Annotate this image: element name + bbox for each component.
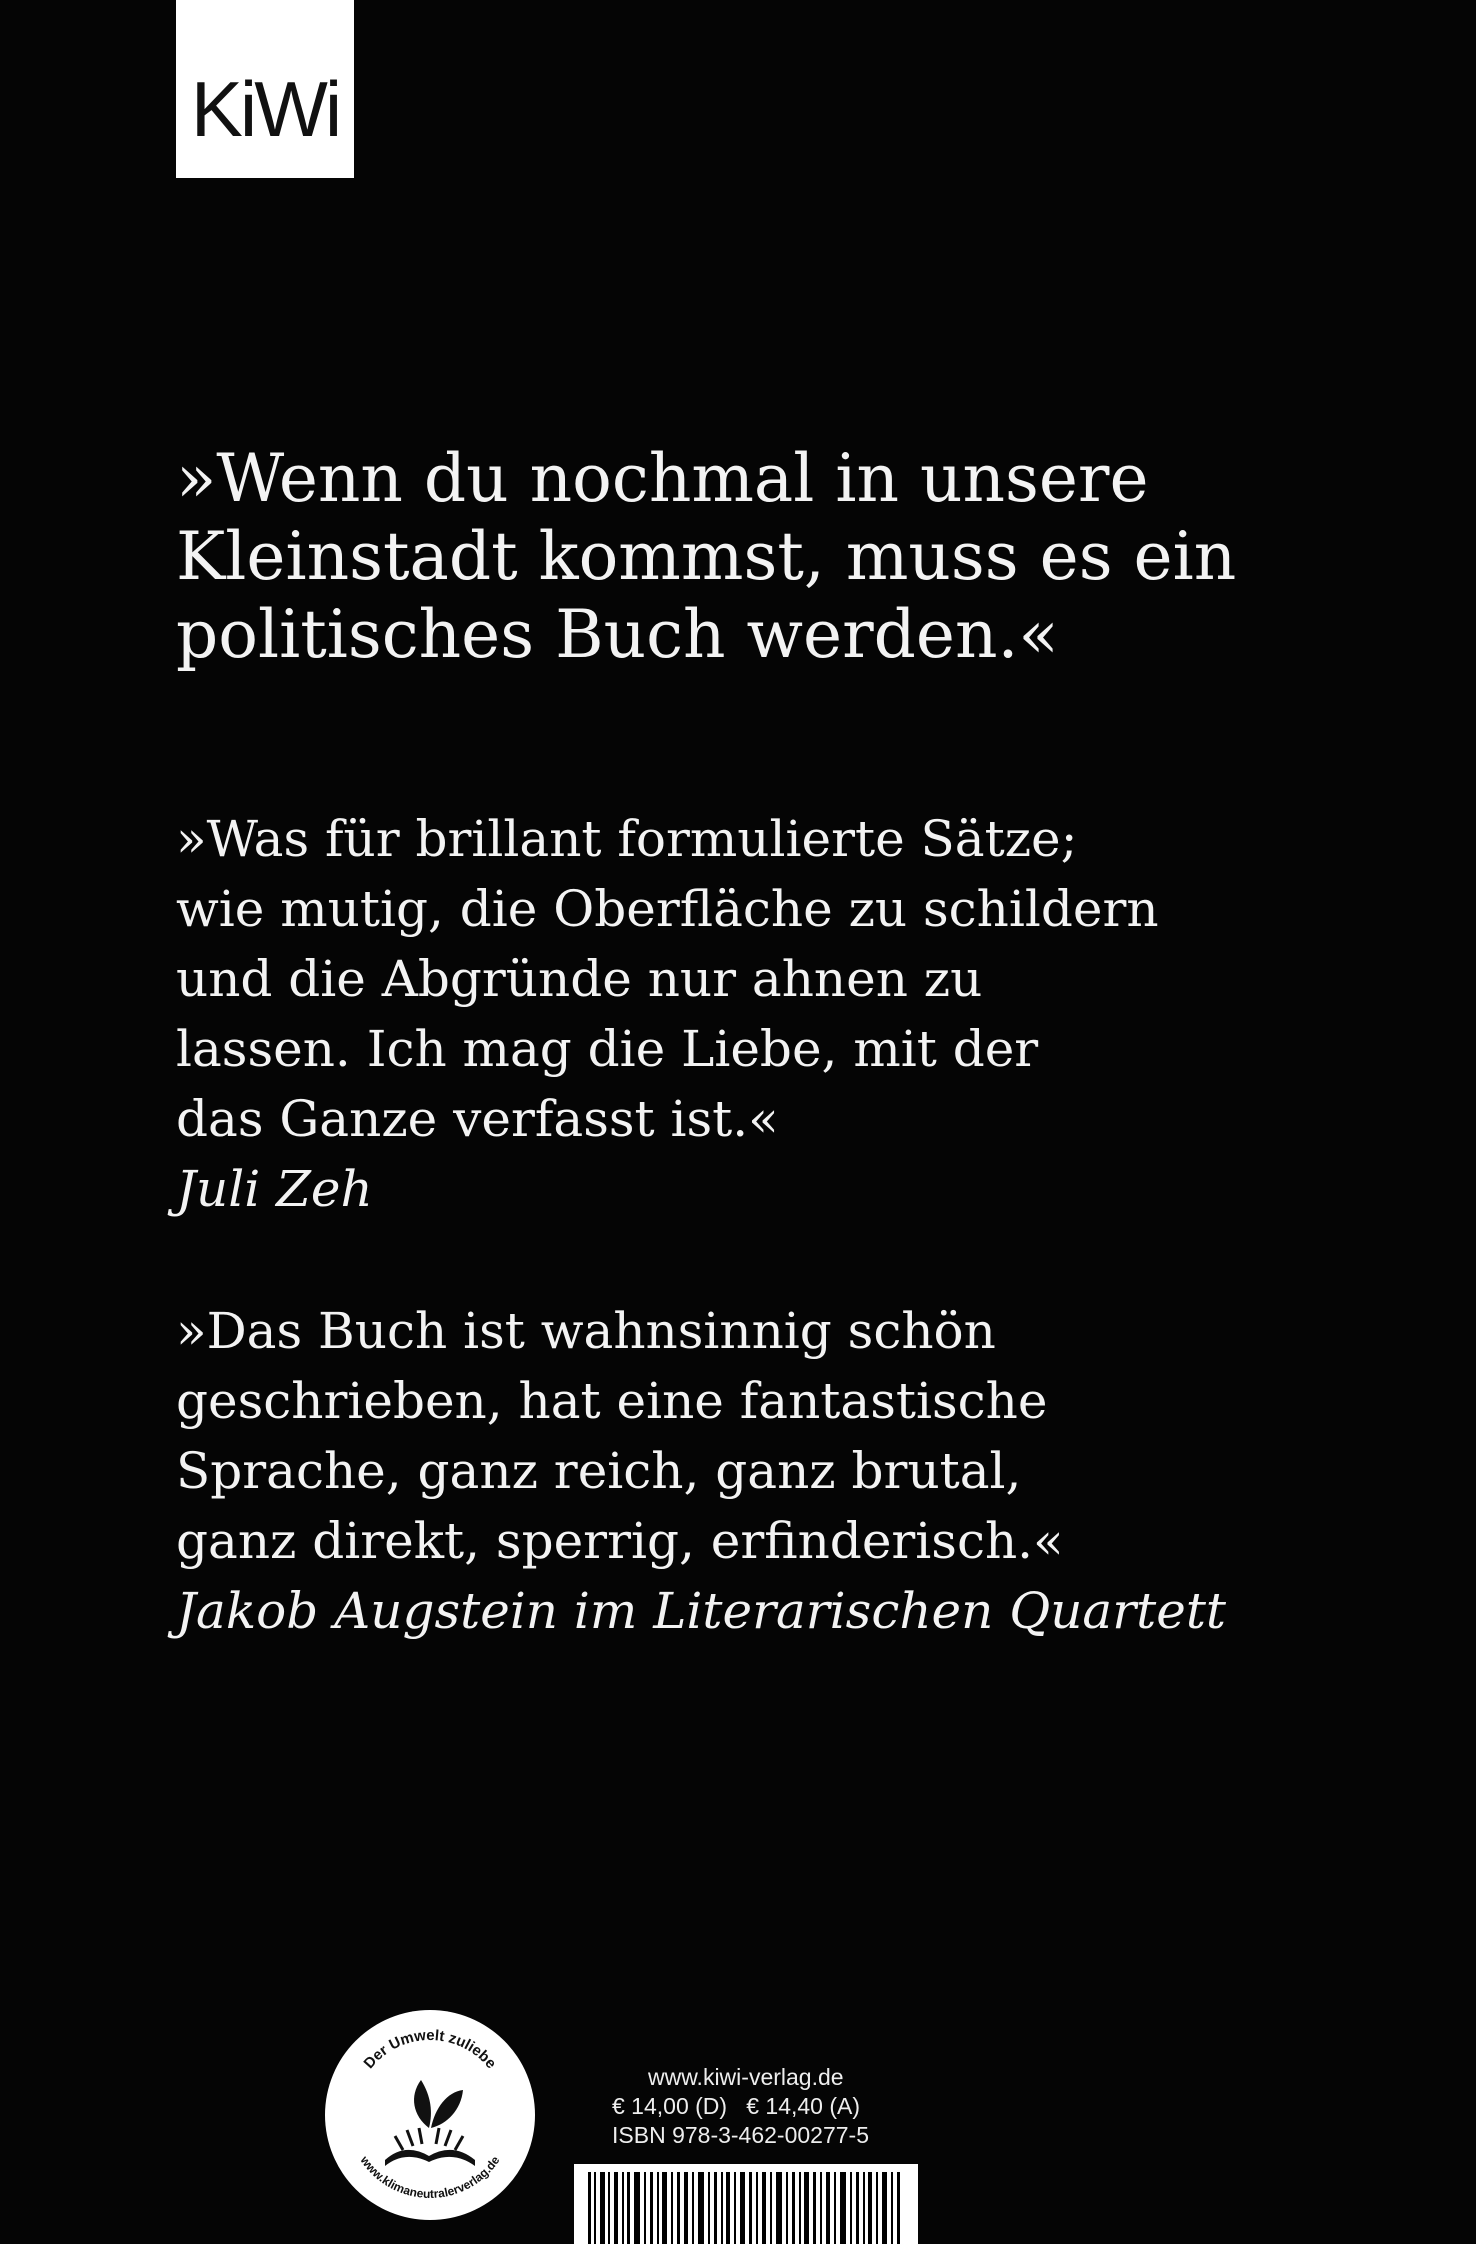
review-quote-augstein [176, 1296, 1376, 1646]
eco-badge [325, 2010, 535, 2220]
svg-text:Der Umwelt zuliebe [360, 2027, 499, 2072]
price-text: € 14,00 (D) € 14,40 (A) [612, 2093, 861, 2119]
barcode [574, 2164, 918, 2244]
website-text: www.kiwi-verlag.de [648, 2064, 844, 2090]
badge-bottom-text: www.klimaneutralerverlag.de [357, 2153, 503, 2202]
quote-line: und die Abgründe nur ahnen zu [176, 950, 983, 1008]
quote-line: Sprache, ganz reich, ganz brutal, [176, 1442, 1022, 1500]
quote-line: »Was für brillant formulierte Sätze; [176, 810, 1078, 868]
tagline-line: Kleinstadt kommst, muss es ein [176, 518, 1237, 595]
review-quote-zeh [176, 804, 1376, 1224]
quote-line: »Das Buch ist wahnsinnig schön [176, 1302, 996, 1360]
quote-line: ganz direkt, sperrig, erfinderisch.« [176, 1512, 1064, 1570]
badge-top-text: Der Umwelt zuliebe [360, 2026, 500, 2073]
publisher-logo: KiWi [176, 0, 354, 178]
leaf-book-icon [325, 2010, 535, 2220]
quote-line: wie mutig, die Oberfläche zu schildern [176, 880, 1159, 938]
quote-line: das Ganze verfasst ist.« [176, 1090, 779, 1148]
quote-author: Jakob Augstein im Literarischen Quartett [176, 1582, 1226, 1640]
publisher-info [612, 2063, 869, 2150]
quote-line: geschrieben, hat eine fantastische [176, 1372, 1048, 1430]
quote-line: lassen. Ich mag die Liebe, mit der [176, 1020, 1039, 1078]
isbn-text: ISBN 978-3-462-00277-5 [612, 2122, 869, 2148]
quote-author: Juli Zeh [176, 1160, 373, 1218]
tagline-line: »Wenn du nochmal in unsere [176, 440, 1149, 517]
barcode-bars [574, 2164, 918, 2244]
tagline-line: politisches Buch werden.« [176, 596, 1059, 673]
tagline-quote [176, 440, 1356, 674]
